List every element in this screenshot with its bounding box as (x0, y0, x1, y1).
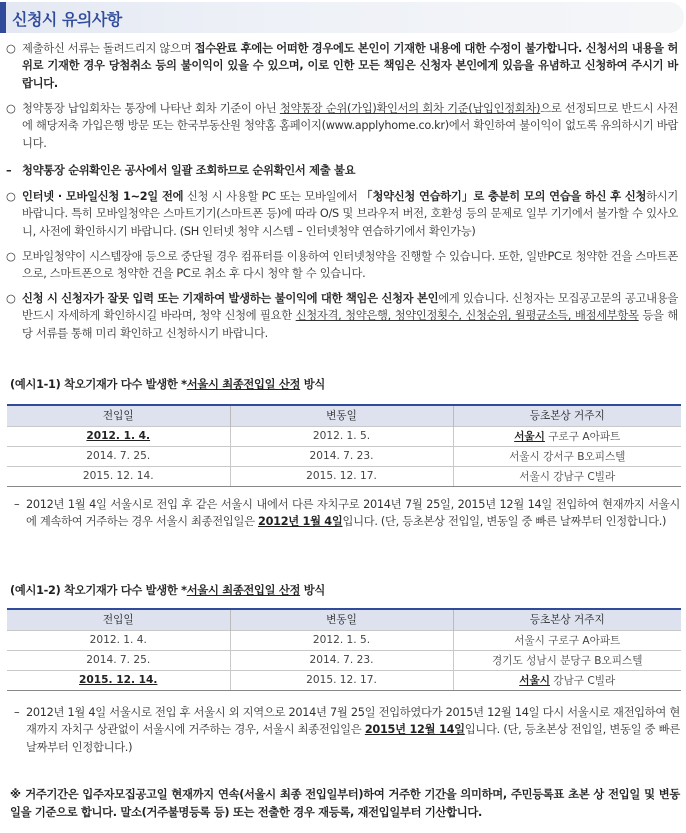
address-cell: 서울시 강남구 C빌라 (453, 466, 681, 486)
notice-item-text: 신청 시 신청자가 잘못 입력 또는 기재하여 발생하는 불이익에 대한 책임은 신청자 본인에게 있습니다. 신청자는 모집공고문의 공고내용을 반드시 자세하게 확인하시길 바라며, 청약 신청에 필요한 신청자격, 청약은행, 청약인정횟수, 신청순위, 월평균소득, 배점세부항목 등을 해당 서류를 통해 미리 확인하고 신청하시기 바랍니다. (22, 292, 678, 340)
column-header: 변동일 (230, 609, 453, 630)
section-title: 신청시 유의사항 (12, 10, 122, 29)
move-in-date-cell: 2015. 12. 14. (7, 466, 230, 486)
dash-marker: – (14, 706, 20, 719)
example-note: – 2012년 1월 4일 서울시로 전입 후 같은 서울시 내에서 다른 자치구로 2014년 7월 25일, 2015년 12월 14일 전입하여 현재까지 서울시에 계속하여 거주하는 경우 서울시 최종전입일은 2012년 1월 4일입니다. (단, 등초본상 전입일, 변동일 중 빠른 날짜부터 인정합니다.) (14, 498, 680, 529)
bullet-marker: ○ (6, 292, 16, 305)
change-date-cell: 2012. 1. 5. (230, 426, 453, 446)
change-date-cell: 2015. 12. 17. (230, 670, 453, 690)
dash-marker: – (14, 498, 20, 511)
table-row (7, 426, 681, 446)
header-accent-bar (0, 2, 6, 33)
example-note: – 2012년 1월 4일 서울시로 전입 후 서울시 외 지역으로 2014년 7월 25일 전입하였다가 2015년 12월 14일 다시 서울시로 재전입하여 현재까지 자치구 상관없이 서울시에 거주하는 경우, 서울시 최종전입일은 2015년 12월 14일입니다. (단, 등초본상 전입일, 변동일 중 빠른 날짜부터 인정합니다.) (14, 706, 680, 754)
footnote (10, 786, 680, 821)
address-cell: 서울시 구로구 A아파트 (453, 630, 681, 650)
notice-item (6, 290, 678, 342)
table-row (7, 670, 681, 690)
change-date-cell: 2014. 7. 23. (230, 650, 453, 670)
column-header: 등초본상 거주지 (453, 405, 681, 426)
example-title: (예시1-2) 착오기재가 다수 발생한 *서울시 최종전입일 산정 방식 (10, 584, 325, 597)
table-row (7, 446, 681, 466)
notice-subitem (6, 162, 678, 179)
address-cell: 경기도 성남시 분당구 B오피스텔 (453, 650, 681, 670)
notice-item (6, 188, 678, 240)
column-header: 전입일 (7, 609, 230, 630)
table-row (7, 630, 681, 650)
example-title: (예시1-1) 착오기재가 다수 발생한 *서울시 최종전입일 산정 방식 (10, 378, 325, 391)
table-row (7, 466, 681, 486)
section-header (0, 2, 684, 33)
column-header: 변동일 (230, 405, 453, 426)
notice-item (6, 40, 678, 92)
table-row (7, 650, 681, 670)
column-header: 등초본상 거주지 (453, 609, 681, 630)
column-header: 전입일 (7, 405, 230, 426)
bullet-marker: ○ (6, 190, 16, 203)
notice-item-text: 제출하신 서류는 돌려드리지 않으며 접수완료 후에는 어떠한 경우에도 본인이 기재한 내용에 대한 수정이 불가합니다. 신청서의 내용을 허위로 기재한 경우 당첨취소 등의 불이익이 있을 수 있으며, 이로 인한 모든 책임은 신청자 본인에게 있음을 유념하고 신청하여 주시기 바랍니다. (22, 42, 679, 90)
address-cell: 서울시 강서구 B오피스텔 (453, 446, 681, 466)
notice-item (6, 248, 678, 283)
move-in-date-cell: 2012. 1. 4. (7, 426, 230, 446)
address-cell: 서울시 강남구 C빌라 (453, 670, 681, 690)
notice-item (6, 100, 678, 152)
address-cell: 서울시 구로구 A아파트 (453, 426, 681, 446)
example-table (7, 608, 681, 691)
change-date-cell: 2015. 12. 17. (230, 466, 453, 486)
footnote-text: 거주기간은 입주자모집공고일 현재까지 연속(서울시 최종 전입일부터)하여 거주한 기간을 의미하며, 주민등록표 초본 상 전입일 및 변동일을 기준으로 합니다. 말소(거주불명등록 등) 또는 전출한 경우 재등록, 재전입일부터 기산합니다. (10, 788, 681, 819)
table-header-row (7, 609, 681, 630)
bullet-marker: ○ (6, 250, 16, 263)
notice-item-text: 인터넷 · 모바일신청 1~2일 전에 신청 시 사용할 PC 또는 모바일에서 「청약신청 연습하기」로 충분히 모의 연습을 하신 후 신청하시기 바랍니다. 특히 모바일청약은 스마트기기(스마트폰 등)에 따라 O/S 및 브라우저 버전, 호환성 등의 문제로 일부 기기에서 불가할 수 있사오니, 사전에 확인하시기 바랍니다. (SH 인터넷 청약 시스템 – 인터넷청약 연습하기에서 확인가능) (22, 190, 678, 238)
bullet-marker: ○ (6, 102, 16, 115)
change-date-cell: 2012. 1. 5. (230, 630, 453, 650)
move-in-date-cell: 2015. 12. 14. (7, 670, 230, 690)
notice-item-text: 청약통장 납입회차는 통장에 나타난 회차 기준이 아닌 청약통장 순위(가입)확인서의 회차 기준(납입인정회차)으로 선정되므로 반드시 사전에 해당저축 가입은행 방문 또는 한국부동산원 청약홈 홈페이지(www.applyhome.co.kr)에서 확인하여 불이익이 없도록 유의하시기 바랍니다. (22, 102, 678, 150)
reference-mark: ※ (10, 788, 22, 801)
example-table (7, 404, 681, 487)
change-date-cell: 2014. 7. 23. (230, 446, 453, 466)
notice-subitem-text: 청약통장 순위확인은 공사에서 일괄 조회하므로 순위확인서 제출 불요 (22, 164, 356, 177)
move-in-date-cell: 2014. 7. 25. (7, 446, 230, 466)
move-in-date-cell: 2014. 7. 25. (7, 650, 230, 670)
table-header-row (7, 405, 681, 426)
move-in-date-cell: 2012. 1. 4. (7, 630, 230, 650)
notice-item-text: 모바일청약이 시스템장애 등으로 중단될 경우 컴퓨터를 이용하여 인터넷청약을 진행할 수 있습니다. 또한, 일반PC로 청약한 건을 스마트폰으로, 스마트폰으로 청약한 건을 PC로 취소 후 다시 청약 할 수 있습니다. (22, 250, 678, 281)
bullet-marker: ○ (6, 42, 16, 55)
dash-marker: – (6, 164, 12, 177)
